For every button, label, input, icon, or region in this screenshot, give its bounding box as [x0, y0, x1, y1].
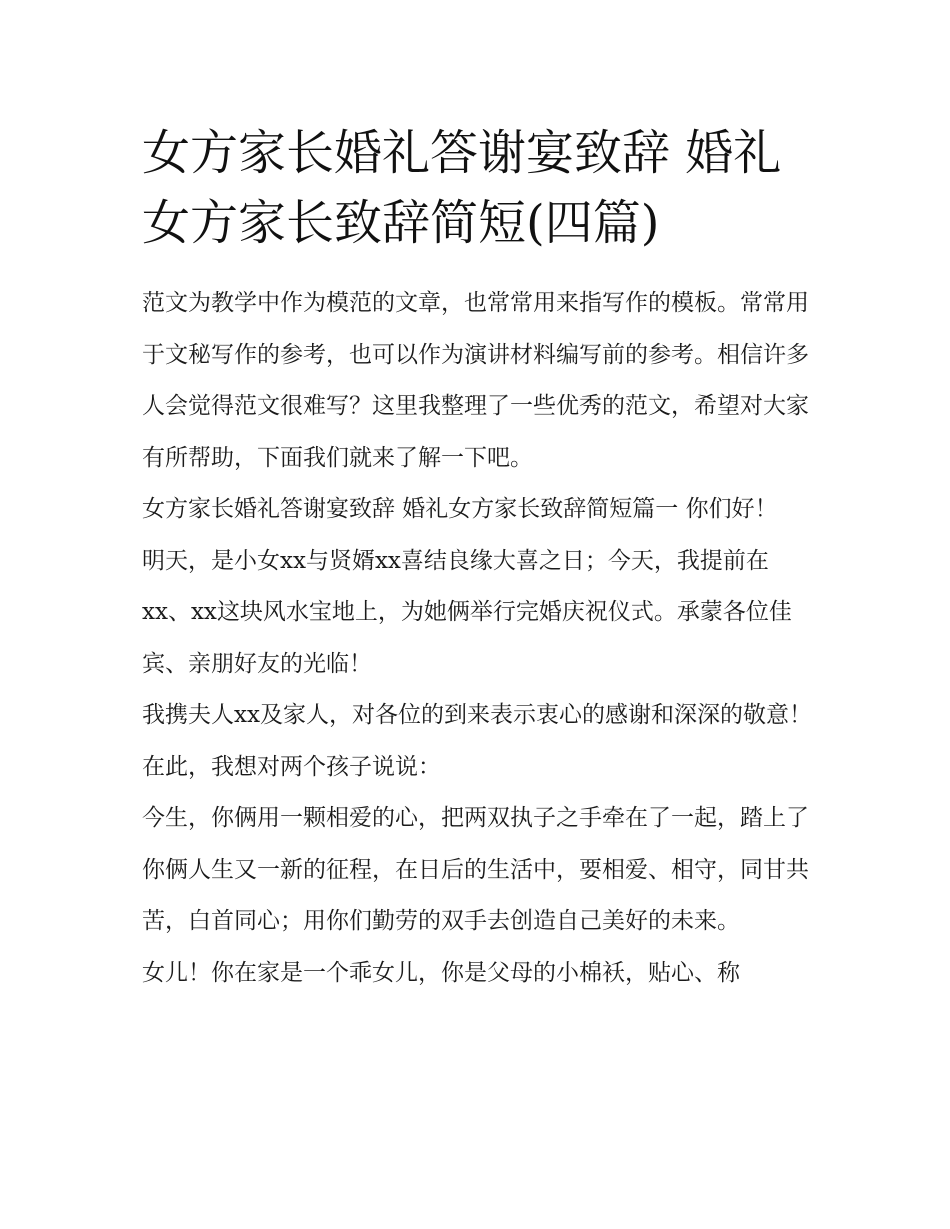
- document-body: [142, 278, 814, 999]
- paragraph-intro: 范文为教学中作为模范的文章，也常常用来指写作的模板。常常用于文秘写作的参考，也可以作为演讲材料编写前的参考。相信许多人会觉得范文很难写？这里我整理了一些优秀的范文，希望对大家有所帮助，下面我们就来了解一下吧。: [142, 290, 809, 471]
- paragraph-greeting: 女方家长婚礼答谢宴致辞 婚礼女方家长致辞简短篇一 你们好！: [142, 496, 778, 522]
- paragraph-blessing: 今生，你俩用一颗相爱的心，把两双执子之手牵在了一起，踏上了你俩人生又一新的征程，在日后的生活中，要相爱、相守，同甘共苦，白首同心；用你们勤劳的双手去创造自己美好的未来。: [142, 805, 809, 934]
- document-title: 女方家长婚礼答谢宴致辞 婚礼女方家长致辞简短(四篇): [142, 125, 782, 251]
- paragraph-wedding-announcement: 明天，是小女xx与贤婿xx喜结良缘大喜之日；今天，我提前在xx、xx这块风水宝地上，为她俩举行完婚庆祝仪式。承蒙各位佳宾、亲朋好友的光临！: [142, 547, 792, 677]
- paragraph-thanks: 我携夫人xx及家人，对各位的到来表示衷心的感谢和深深的敬意！在此，我想对两个孩子说说：: [142, 702, 812, 780]
- paragraph-to-daughter: 女儿！你在家是一个乖女儿，你是父母的小棉袄，贴心、称: [142, 959, 740, 986]
